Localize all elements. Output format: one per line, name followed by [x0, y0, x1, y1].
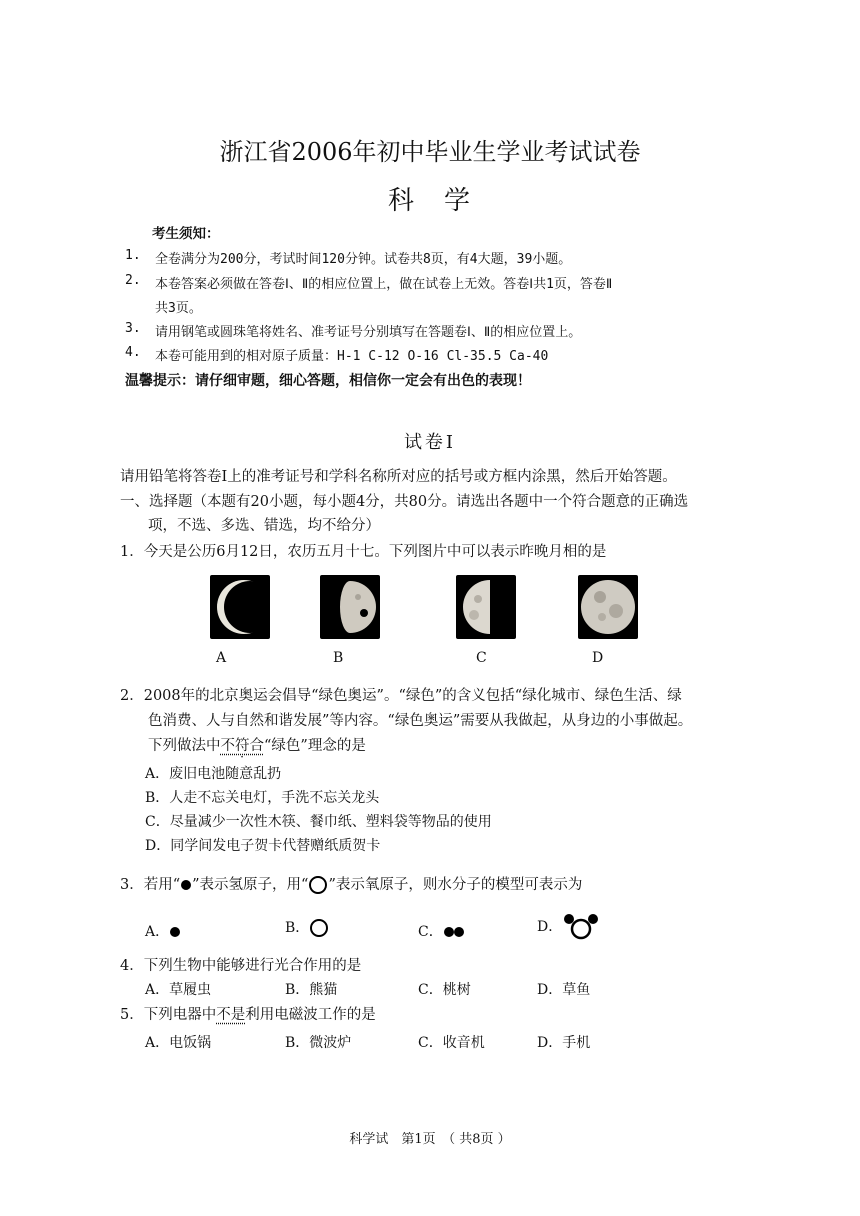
moon-full-image[interactable] [578, 575, 638, 639]
note-number: 3. [125, 321, 141, 336]
note-item-4 [0, 345, 860, 365]
q4-stem: 4．下列生物中能够进行光合作用的是 [120, 958, 362, 974]
q3-stem-c: ”表示氧原子，则水分子的模型可表示为 [328, 877, 583, 893]
note-number: 2. [125, 273, 141, 288]
note-text: 全卷满分为200分，考试时间120分钟。试卷共8页，有4大题，39小题。 [155, 252, 572, 267]
option-label-b: B [333, 650, 344, 666]
page-footer: 科学试 第1页 （ 共8页 ） [349, 1132, 511, 1147]
q3-option-c-label: C． [418, 924, 443, 940]
q2-option-c[interactable]: C．尽量减少一次性木筷、餐巾纸、塑料袋等物品的使用 [145, 814, 492, 830]
q2-stem-line2: 色消费、人与自然和谐发展”等内容。“绿色奥运”需要从我做起，从身边的小事做起。 [148, 713, 693, 729]
moon-quarter-image[interactable] [320, 575, 380, 639]
q2-option-a[interactable]: A．废旧电池随意乱扔 [145, 766, 282, 782]
note-item-3 [0, 321, 860, 341]
q5-option-c[interactable]: C．收音机 [418, 1035, 485, 1051]
q5-option-d[interactable]: D．手机 [537, 1035, 591, 1051]
q3-stem-b: ”表示氢原子，用“ [192, 877, 309, 893]
q1-stem: 1．今天是公历6月12日，农历五月十七。下列图片中可以表示昨晚月相的是 [120, 544, 607, 560]
q5-stem-pre: 5．下列电器中 [120, 1007, 217, 1023]
q4-option-c[interactable]: C．桃树 [418, 982, 471, 998]
part1-heading: 一、选择题（本题有20小题，每小题4分，共80分。请选出各题中一个符合题意的正确选 [120, 494, 689, 510]
warm-tip: 温馨提示：请仔细审题，细心答题，相信你一定会有出色的表现！ [125, 373, 531, 389]
q4-option-d[interactable]: D．草鱼 [537, 982, 591, 998]
q3-stem-a: 3．若用“ [120, 877, 181, 893]
q2-stem-pre: 下列做法中 [148, 738, 221, 754]
q2-stem-post: “绿色”理念的是 [264, 738, 366, 754]
option-label-c: C [476, 650, 487, 666]
q5-option-b[interactable]: B．微波炉 [285, 1035, 352, 1051]
water-molecule-icon [562, 912, 600, 942]
oxygen-atom-icon [309, 918, 329, 938]
note-item-1 [0, 248, 860, 268]
q3-option-d[interactable] [537, 912, 600, 942]
q3-option-d-label: D． [537, 919, 563, 935]
q2-stem-line3 [148, 734, 366, 755]
note-item-2-cont: 共3页。 [155, 301, 202, 316]
note-number: 1. [125, 248, 141, 263]
q3-stem [120, 873, 582, 895]
part1-heading-cont: 项，不选、多选、错选，均不给分） [148, 518, 380, 534]
moon-gibbous-image[interactable] [456, 575, 516, 639]
q2-option-b[interactable]: B．人走不忘关电灯，手洗不忘关龙头 [145, 790, 380, 806]
q3-option-a-label: A． [145, 924, 170, 940]
option-label-d: D [592, 650, 604, 666]
section-title: 试卷Ⅰ [403, 432, 457, 453]
hydrogen-molecule-icon [443, 926, 467, 938]
q5-option-a[interactable]: A．电饭锅 [145, 1035, 212, 1051]
q5-stem [120, 1003, 376, 1024]
option-label-a: A [216, 650, 227, 666]
oxygen-atom-icon [308, 875, 328, 895]
hydrogen-atom-icon [180, 879, 192, 891]
hydrogen-atom-icon [169, 926, 181, 938]
q3-option-c[interactable] [418, 921, 467, 941]
section-instruction: 请用铅笔将答卷Ⅰ上的准考证号和学科名称所对应的括号或方框内涂黑，然后开始答题。 [120, 469, 677, 485]
q3-option-b[interactable] [285, 917, 329, 938]
subject-title: 科 学 [387, 186, 472, 216]
exam-title: 浙江省2006年初中毕业生学业考试试卷 [219, 138, 641, 166]
note-text: 本卷可能用到的相对原子质量：H-1 C-12 O-16 Cl-35.5 Ca-40 [155, 349, 549, 364]
note-text: 本卷答案必须做在答卷Ⅰ、Ⅱ的相应位置上，做在试卷上无效。答卷Ⅰ共1页，答卷Ⅱ [155, 277, 613, 292]
q3-option-a[interactable] [145, 921, 181, 941]
q2-option-d[interactable]: D．同学间发电子贺卡代替赠纸质贺卡 [145, 838, 381, 854]
note-number: 4. [125, 345, 141, 360]
q5-stem-post: 利用电磁波工作的是 [245, 1007, 376, 1023]
note-item-2 [0, 273, 860, 293]
q5-emphasis: 不是 [216, 1007, 246, 1023]
q2-stem-line1: 2．2008年的北京奥运会倡导“绿色奥运”。“绿色”的含义包括“绿化城市、绿色生活、绿 [120, 688, 682, 704]
moon-crescent-image[interactable] [210, 575, 270, 639]
q4-option-a[interactable]: A．草履虫 [145, 982, 212, 998]
note-text: 请用钢笔或圆珠笔将姓名、准考证号分别填写在答题卷Ⅰ、Ⅱ的相应位置上。 [155, 325, 582, 340]
q2-emphasis: 不符合 [220, 738, 264, 754]
q4-option-b[interactable]: B．熊猫 [285, 982, 338, 998]
q3-option-b-label: B． [285, 920, 310, 936]
notes-heading: 考生须知： [152, 226, 220, 242]
